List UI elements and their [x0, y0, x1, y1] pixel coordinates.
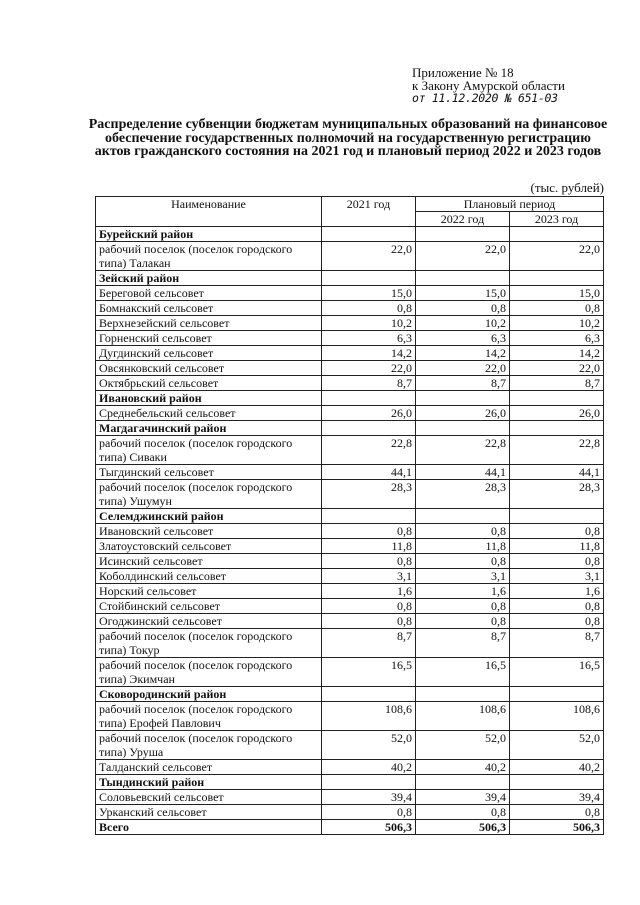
value-2021-cell: 0,8	[322, 805, 416, 820]
value-2023-cell: 6,3	[510, 331, 604, 346]
name-cell: Селемджинский район	[96, 509, 322, 524]
value-2022-cell: 8,7	[416, 376, 510, 391]
value-2021-cell: 14,2	[322, 346, 416, 361]
value-2023-cell: 44,1	[510, 465, 604, 480]
table-row	[96, 316, 604, 331]
header-planned-period: Плановый период	[416, 197, 604, 212]
value-2021-cell: 0,8	[322, 554, 416, 569]
table-row	[96, 658, 604, 687]
value-2023-cell	[510, 271, 604, 286]
value-2021-cell	[322, 775, 416, 790]
value-2023-cell: 0,8	[510, 301, 604, 316]
value-2022-cell: 28,3	[416, 480, 510, 509]
name-cell: Овсянковский сельсовет	[96, 361, 322, 376]
value-2022-cell	[416, 775, 510, 790]
value-2023-cell: 3,1	[510, 569, 604, 584]
name-cell: Исинский сельсовет	[96, 554, 322, 569]
table-body	[96, 227, 604, 835]
value-2021-cell: 28,3	[322, 480, 416, 509]
value-2023-cell	[510, 509, 604, 524]
table-row	[96, 805, 604, 820]
value-2023-cell	[510, 421, 604, 436]
value-2023-cell: 28,3	[510, 480, 604, 509]
value-2022-cell: 16,5	[416, 658, 510, 687]
value-2021-cell: 40,2	[322, 760, 416, 775]
value-2022-cell	[416, 391, 510, 406]
name-cell: Норский сельсовет	[96, 584, 322, 599]
value-2021-cell: 22,0	[322, 242, 416, 271]
value-2023-cell	[510, 687, 604, 702]
name-cell: рабочий поселок (поселок городского типа) Токур	[96, 629, 322, 658]
value-2023-cell: 22,0	[510, 242, 604, 271]
table-row	[96, 376, 604, 391]
annex-date-number: от 11.12.2020 № 651-03	[412, 91, 558, 105]
name-cell: Береговой сельсовет	[96, 286, 322, 301]
name-cell: Соловьевский сельсовет	[96, 790, 322, 805]
name-cell: Сковородинский район	[96, 687, 322, 702]
value-2021-cell: 10,2	[322, 316, 416, 331]
value-2021-cell: 44,1	[322, 465, 416, 480]
table-row	[96, 242, 604, 271]
value-2022-cell	[416, 271, 510, 286]
value-2021-cell: 108,6	[322, 702, 416, 731]
name-cell: Бомнакский сельсовет	[96, 301, 322, 316]
name-cell: Горненский сельсовет	[96, 331, 322, 346]
name-cell: Дугдинский сельсовет	[96, 346, 322, 361]
value-2023-cell: 0,8	[510, 554, 604, 569]
value-2023-cell	[510, 775, 604, 790]
value-2022-cell: 14,2	[416, 346, 510, 361]
value-2022-cell: 15,0	[416, 286, 510, 301]
table-row	[96, 286, 604, 301]
region-row	[96, 227, 604, 242]
value-2022-cell: 3,1	[416, 569, 510, 584]
annex-number: Приложение № 18	[412, 65, 514, 80]
name-cell: Октябрьский сельсовет	[96, 376, 322, 391]
subvention-table	[95, 196, 604, 835]
value-2023-cell: 26,0	[510, 406, 604, 421]
value-2023-cell: 1,6	[510, 584, 604, 599]
value-2021-cell: 0,8	[322, 614, 416, 629]
value-2022-cell: 506,3	[416, 820, 510, 835]
total-row	[96, 820, 604, 835]
value-2023-cell: 14,2	[510, 346, 604, 361]
value-2022-cell: 39,4	[416, 790, 510, 805]
table-row	[96, 436, 604, 465]
value-2021-cell: 15,0	[322, 286, 416, 301]
value-2021-cell: 0,8	[322, 599, 416, 614]
value-2023-cell: 0,8	[510, 614, 604, 629]
table-row	[96, 760, 604, 775]
name-cell: Тындинский район	[96, 775, 322, 790]
table-row	[96, 584, 604, 599]
value-2023-cell: 40,2	[510, 760, 604, 775]
name-cell: Урканский сельсовет	[96, 805, 322, 820]
value-2023-cell: 506,3	[510, 820, 604, 835]
value-2023-cell: 11,8	[510, 539, 604, 554]
value-2021-cell: 6,3	[322, 331, 416, 346]
value-2021-cell: 39,4	[322, 790, 416, 805]
value-2021-cell	[322, 391, 416, 406]
table-row	[96, 702, 604, 731]
name-cell: Стойбинский сельсовет	[96, 599, 322, 614]
value-2022-cell: 0,8	[416, 524, 510, 539]
table-row	[96, 731, 604, 760]
value-2021-cell	[322, 421, 416, 436]
value-2021-cell: 11,8	[322, 539, 416, 554]
value-2022-cell: 0,8	[416, 301, 510, 316]
value-2021-cell: 26,0	[322, 406, 416, 421]
table-row	[96, 406, 604, 421]
value-2021-cell: 52,0	[322, 731, 416, 760]
header-2023: 2023 год	[510, 212, 604, 227]
value-2023-cell: 8,7	[510, 629, 604, 658]
table-row	[96, 599, 604, 614]
name-cell: рабочий поселок (поселок городского типа) Экимчан	[96, 658, 322, 687]
value-2022-cell: 52,0	[416, 731, 510, 760]
table-row	[96, 614, 604, 629]
value-2022-cell: 8,7	[416, 629, 510, 658]
value-2021-cell: 22,0	[322, 361, 416, 376]
value-2021-cell: 8,7	[322, 629, 416, 658]
value-2021-cell: 16,5	[322, 658, 416, 687]
value-2022-cell: 22,8	[416, 436, 510, 465]
name-cell: Ивановский сельсовет	[96, 524, 322, 539]
value-2021-cell: 0,8	[322, 301, 416, 316]
table-row	[96, 301, 604, 316]
unit-label: (тыс. рублей)	[530, 180, 604, 195]
value-2022-cell	[416, 421, 510, 436]
value-2022-cell: 6,3	[416, 331, 510, 346]
value-2021-cell	[322, 687, 416, 702]
name-cell: рабочий поселок (поселок городского типа) Сиваки	[96, 436, 322, 465]
value-2021-cell: 22,8	[322, 436, 416, 465]
value-2021-cell: 1,6	[322, 584, 416, 599]
name-cell: Магдагачинский район	[96, 421, 322, 436]
table-row	[96, 569, 604, 584]
name-cell: Всего	[96, 820, 322, 835]
region-row	[96, 391, 604, 406]
value-2021-cell	[322, 509, 416, 524]
value-2023-cell: 22,8	[510, 436, 604, 465]
value-2023-cell: 15,0	[510, 286, 604, 301]
name-cell: Талданский сельсовет	[96, 760, 322, 775]
value-2021-cell: 8,7	[322, 376, 416, 391]
value-2021-cell	[322, 227, 416, 242]
value-2023-cell: 52,0	[510, 731, 604, 760]
name-cell: Верхнезейский сельсовет	[96, 316, 322, 331]
annex-header	[412, 66, 565, 105]
value-2022-cell: 11,8	[416, 539, 510, 554]
name-cell: рабочий поселок (поселок городского типа) Ерофей Павлович	[96, 702, 322, 731]
value-2022-cell: 0,8	[416, 554, 510, 569]
value-2023-cell: 22,0	[510, 361, 604, 376]
region-row	[96, 421, 604, 436]
value-2021-cell: 0,8	[322, 524, 416, 539]
value-2023-cell: 39,4	[510, 790, 604, 805]
name-cell: рабочий поселок (поселок городского типа) Ушумун	[96, 480, 322, 509]
value-2022-cell: 40,2	[416, 760, 510, 775]
header-2022: 2022 год	[416, 212, 510, 227]
table-row	[96, 346, 604, 361]
value-2022-cell	[416, 227, 510, 242]
value-2022-cell: 0,8	[416, 599, 510, 614]
name-cell: Огоджинский сельсовет	[96, 614, 322, 629]
value-2023-cell: 8,7	[510, 376, 604, 391]
name-cell: Тыгдинский сельсовет	[96, 465, 322, 480]
value-2022-cell	[416, 509, 510, 524]
value-2023-cell: 10,2	[510, 316, 604, 331]
name-cell: рабочий поселок (поселок городского типа) Уруша	[96, 731, 322, 760]
value-2023-cell: 0,8	[510, 599, 604, 614]
value-2023-cell: 16,5	[510, 658, 604, 687]
name-cell: рабочий поселок (поселок городского типа) Талакан	[96, 242, 322, 271]
value-2022-cell: 22,0	[416, 242, 510, 271]
name-cell: Зейский район	[96, 271, 322, 286]
value-2022-cell	[416, 687, 510, 702]
region-row	[96, 509, 604, 524]
value-2023-cell	[510, 391, 604, 406]
name-cell: Коболдинский сельсовет	[96, 569, 322, 584]
value-2023-cell: 0,8	[510, 524, 604, 539]
value-2022-cell: 44,1	[416, 465, 510, 480]
table-row	[96, 465, 604, 480]
name-cell: Ивановский район	[96, 391, 322, 406]
value-2021-cell: 3,1	[322, 569, 416, 584]
table-row	[96, 524, 604, 539]
header-name: Наименование	[96, 197, 322, 227]
table-row	[96, 361, 604, 376]
table-row	[96, 790, 604, 805]
value-2023-cell: 108,6	[510, 702, 604, 731]
header-2021: 2021 год	[322, 197, 416, 227]
value-2022-cell: 10,2	[416, 316, 510, 331]
value-2022-cell: 22,0	[416, 361, 510, 376]
value-2022-cell: 0,8	[416, 614, 510, 629]
value-2023-cell	[510, 227, 604, 242]
name-cell: Бурейский район	[96, 227, 322, 242]
value-2021-cell	[322, 271, 416, 286]
value-2022-cell: 0,8	[416, 805, 510, 820]
value-2022-cell: 26,0	[416, 406, 510, 421]
table-row	[96, 629, 604, 658]
table-row	[96, 539, 604, 554]
name-cell: Златоустовский сельсовет	[96, 539, 322, 554]
table-row	[96, 331, 604, 346]
value-2023-cell: 0,8	[510, 805, 604, 820]
table-row	[96, 480, 604, 509]
name-cell: Среднебельский сельсовет	[96, 406, 322, 421]
value-2021-cell: 506,3	[322, 820, 416, 835]
annex-law: к Закону Амурской области	[412, 78, 565, 93]
region-row	[96, 775, 604, 790]
region-row	[96, 271, 604, 286]
region-row	[96, 687, 604, 702]
value-2022-cell: 108,6	[416, 702, 510, 731]
document-title: Распределение субвенции бюджетам муниципальных образований на финансовое обеспечение государственных полномочий на государственную регистрацию актов гражданского состояния на 2021 год и плановый период 2022 и 2023 годов	[88, 117, 608, 159]
table-row	[96, 554, 604, 569]
value-2022-cell: 1,6	[416, 584, 510, 599]
